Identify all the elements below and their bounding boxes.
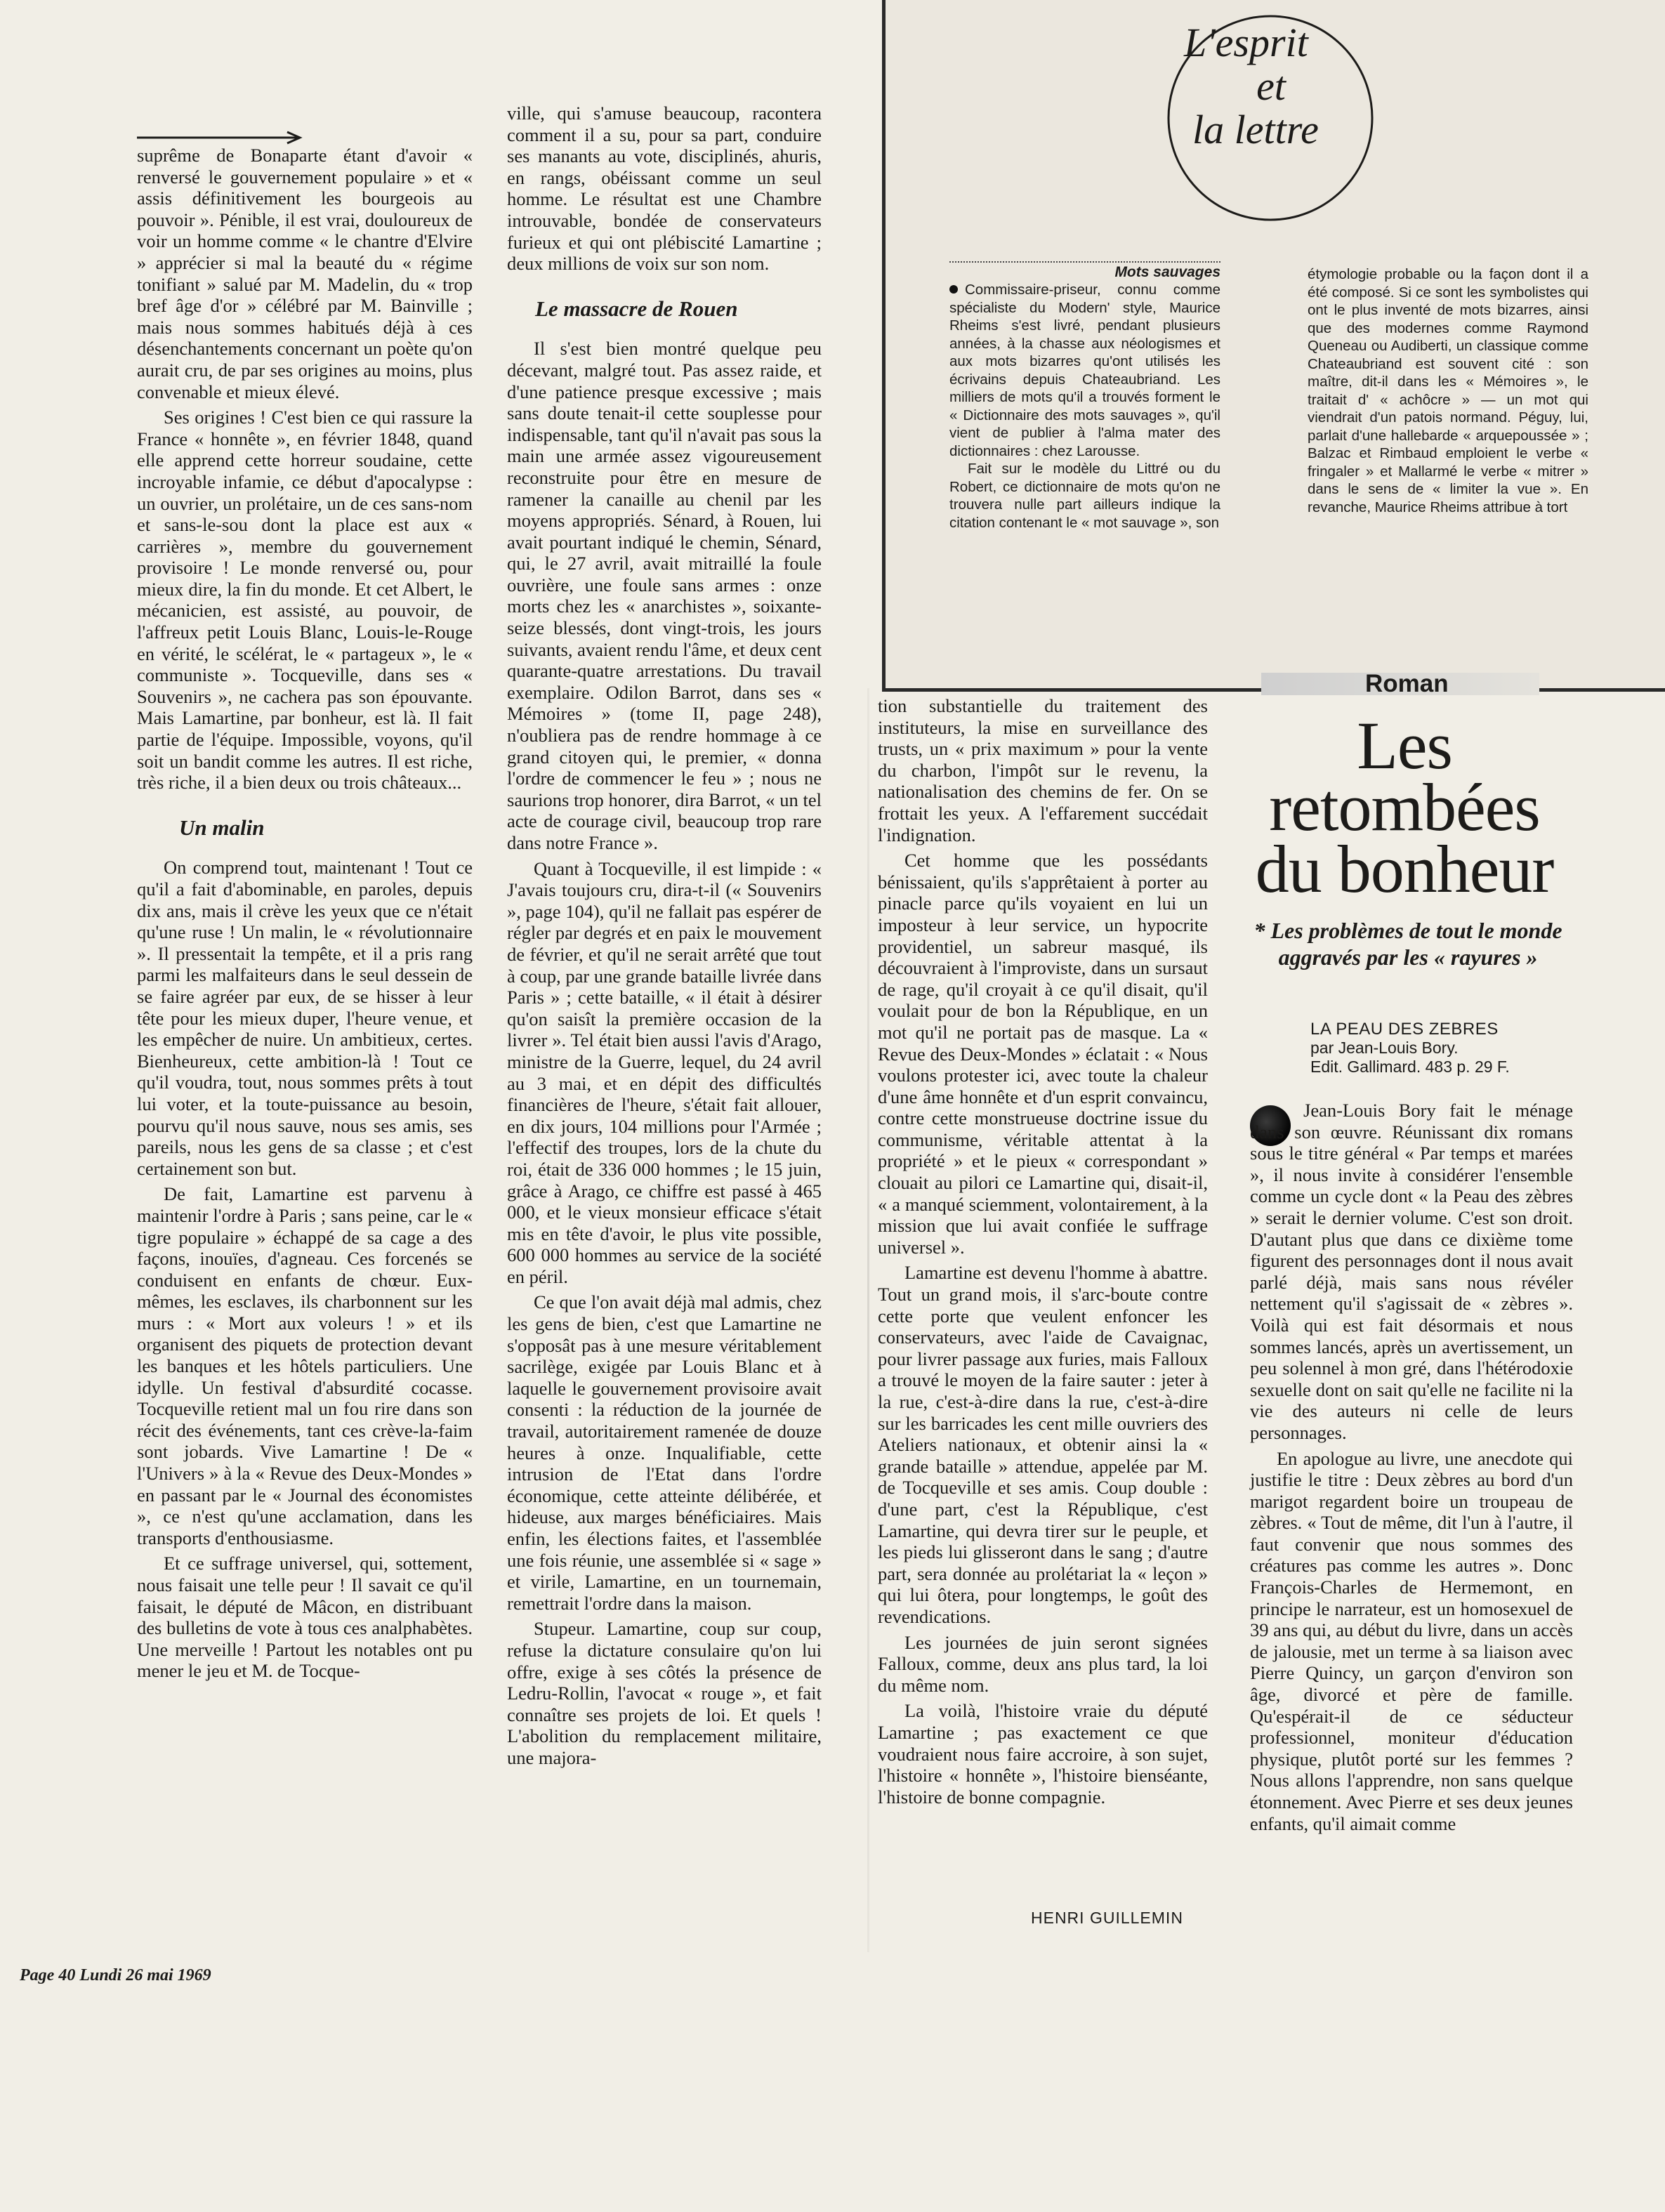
continuation-arrow-icon	[137, 131, 305, 145]
paragraph: Ce que l'on avait déjà mal admis, chez les gens de bien, c'est que Lamartine ne s'opposât pas à une mesure véritablement sacrilège, exigée par Louis Blanc et à laquelle le gouvernement provisoire avait consenti : la réduction de la journée de travail, autoritairement ramenée de douze heures à onze. Inqualifiable, cette intrusion de l'Etat dans l'ordre économique, cette atteinte délibérée, et hideuse, aux marges bénéficiaires. Mais enfin, les élections faites, et l'assemblée une fois réunie, une assemblée si « sage » et virile, Lamartine, en un tournemain, remettrait l'ordre dans la maison.	[507, 1291, 822, 1614]
book-info	[1310, 1020, 1521, 1077]
paragraph: Stupeur. Lamartine, coup sur coup, refuse la dictature consulaire qu'on lui offre, exige à ses côtés la présence de Ledru-Rollin, l'avocat « rouge », et fait connaître ses projets de loi. Et quels ! L'abolition du remplacement militaire, une majora-	[507, 1618, 822, 1768]
rubric-title-line: et	[1256, 63, 1286, 109]
article-column-2	[507, 103, 822, 1769]
article-subhead: * Les problèmes de tout le monde aggravés par les « rayures »	[1253, 918, 1562, 970]
bullet-icon	[949, 285, 958, 294]
paragraph: Lamartine est devenu l'homme à abattre. Tout un grand mois, il s'arc-boute contre cette porte que veulent enfoncer les conservateurs, avec l'aide de Cavaignac, pour livrer passage aux furies, mais Falloux a trouvé le moyen de la faire sauter : jeter à la rue, c'est-à-dire dans la rue, c'est-à-dire sur les barricades les cent mille ouvriers des Ateliers nationaux, et obtenir ainsi la « grande bataille » attendue, appelée par M. de Tocqueville et ses amis. Coup double : d'une part, c'est la République, c'est Lamartine, qui devra tirer sur le peuple, et les pieds lui glisseront dans le sang ; d'autre part, sera donnée au prolétariat la « leçon » qui lui ôtera, pour longtemps, le goût des revendications.	[878, 1262, 1208, 1627]
mots-column-2	[1308, 265, 1588, 516]
article-column-3	[878, 695, 1208, 1808]
paragraph: tion substantielle du traitement des instituteurs, la mise en surveillance des trusts, un « prix maximum » pour la vente du charbon, l'impôt sur le revenu, la nationalisation des chemins de fer. On se frottait les yeux. A l'effarement succédait l'indignation.	[878, 695, 1208, 845]
paragraph: Quant à Tocqueville, il est limpide : « J'avais toujours cru, dira-t-il (« Souvenirs », page 104), qu'il ne fallait pas espérer de régler par degrés et en paix le mouvement de février, et qu'il ne serait arrêté que tout à coup, par une grande bataille livrée dans Paris » ; cette bataille, « il était à désirer qu'on saisît la première occasion de la livrer ». Tel était bien aussi l'avis d'Arago, ministre de la Guerre, lequel, du 24 avril au 3 mai, et en dépit des difficultés financières de l'heure, s'était fait allouer, en dix jours, 104 millions pour l'Armée ; l'effectif des troupes, lors de la chute du roi, était de 336 000 hommes ; le 15 juin, grâce à Arago, ce chiffre est passé à 465 000, et le vieux monsieur efficace s'était mis en tête d'avoir, le plus vite possible, 600 000 hommes au service de la société en péril.	[507, 857, 822, 1287]
paragraph: Cet homme que les possédants bénissaient, qu'ils s'apprêtaient à porter au pinacle parce qu'ils voyaient en lui un imposteur à leur service, un hypocrite providentiel, un sabreur masqué, ils découvraient à l'improviste, dans un sursaut de rage, qu'il croyait à ce qu'il disait, qu'il voulait pour de bon la République, en un mot qu'il ne portait pas de masque. La « Revue des Deux-Mondes » éclatait : « Nous voulons protester ici, avec toute la chaleur d'une âme honnête et d'un esprit convaincu, contre cette monstrueuse doctrine issue du communisme, véritable attentat à la propriété » et le pieux « correspondant » clouait au pilori ce Lamartine qui, disait-il, « a manqué sciemment, volontairement, à la mission que lui avait confiée le suffrage universel ».	[878, 850, 1208, 1258]
article-headline: Les retombées du bonheur	[1255, 708, 1554, 907]
book-title: LA PEAU DES ZEBRES	[1310, 1020, 1499, 1039]
fold-crease	[867, 688, 869, 1952]
author-signature: HENRI GUILLEMIN	[1031, 1909, 1183, 1927]
section-heading: Un malin	[179, 815, 265, 840]
paragraph: En apologue au livre, une anecdote qui justifie le titre : Deux zèbres au bord d'un marigot regardent boire un troupeau de zèbres. « Tout de même, dit l'un à l'autre, il faut convenir que nous sommes des créatures pas comme les autres ». Donc François-Charles de Hermemont, en principe le narrateur, est un homosexuel de 39 ans qui, au début du livre, dans un accès de jalousie, met un terme à sa liaison avec Pierre Quincy, un garçon d'environ son âge, divorcé et père de famille. Qu'espérait-il de ce séducteur professionnel, moniteur d'éducation physique, plutôt porté sur les femmes ? Nous allons l'apprendre, non sans quelque étonnement. Avec Pierre et ses deux jeunes enfants, qu'il aimait comme	[1250, 1447, 1573, 1834]
paragraph: suprême de Bonaparte étant d'avoir « renversé le gouvernement populaire » et « assis définitivement les bourgeois au pouvoir ». Pénible, il est vrai, douloureux de voir un homme comme « le chantre d'Elvire » apprécier si mal la beauté du « régime tonifiant » salué par M. Madelin, du « trop bref âge d'or » célébré par M. Bainville ; mais nous sommes habitués déjà à ces désenchantements concernant un poète qu'on aurait cru, de par ses origines au moins, plus convenable et mieux élevé.	[137, 145, 473, 402]
paragraph: De fait, Lamartine est parvenu à maintenir l'ordre à Paris ; sans peine, car le « tigre populaire » échappé de sa cage a des façons, inouïes, d'agneau. Ces forcenés se conduisent en enfants de chœur. Eux-mêmes, les esclaves, ils charbonnent sur les murs : « Mort aux voleurs ! » et ils organisent des piquets de protection devant les banques et les hôtels particuliers. Une idylle. Un festival d'absurdité cocasse. Tocqueville retient mal un fou rire dans son récit des événements, tant ces crève-la-faim sont jobards. Vive Lamartine ! De « l'Univers » à la « Revue des Deux-Mondes » en passant par le « Journal des économistes », ce n'est qu'une acclamation, dans les transports d'enthousiasme.	[137, 1183, 473, 1548]
paragraph: Jean-Louis Bory fait le ménage dans son œuvre. Réunissant dix romans sous le titre général « Par temps et marées », il nous invite à considérer l'ensemble comme un cycle dont « la Peau des zèbres » serait le dernier volume. C'est son droit. D'autant plus que dans ce dixième tome figurent des personnages dont il nous avait parlé déjà, mais sans nous révéler nettement qu'il s'agissait de « zèbres ». Voilà qui est fait désormais et nous sommes lancés, après un avertissement, un peu solennel à mon gré, dans l'hétérodoxie sexuelle dont on sait qu'elle ne facilite ni la vie des auteurs ni celle de leurs personnages.	[1250, 1100, 1573, 1443]
paragraph: ville, qui s'amuse beaucoup, racontera comment il a su, pour sa part, conduire ses manants au vote, disciplinés, ahuris, en rangs, obéissant comme un seul homme. Le résultat est une Chambre introuvable, bondée de conservateurs furieux et qui ont plébiscité Lamartine ; deux millions de voix sur son nom.	[507, 103, 822, 275]
paragraph: Il s'est bien montré quelque peu décevant, malgré tout. Pas assez raide, et d'une patience presque excessive ; mais sans doute tenait-il cette souplesse pour indispensable, tant qu'il n'avait pas sous la main une armée assez vigoureusement reconstruite pour être en mesure de ramener la canaille au chenil par les moyens appropriés. Sénard, à Rouen, lui avait pourtant indiqué le chemin, Sénard, qui, le 27 avril, avait mitraillé la foule ouvrière, une foule sans armes : onze morts chez les « anarchistes », soixante-seize blessés, dont vingt-trois, les jours suivants, avaient rendu l'âme, et deux cent quarante-quatre arrestations. Du travail exemplaire. Odilon Barrot, dans ses « Mémoires » (tome II, page 248), n'oubliera pas de rendre hommage à ce grand citoyen qui, le premier, « donna l'ordre de commencer le feu » ; nous ne saurions trop honorer, dira Barrot, « un tel acte de courage civil, beaucoup trop rare dans notre France ».	[507, 338, 822, 853]
article-column-1	[137, 145, 473, 1682]
paragraph: Les journées de juin seront signées Falloux, comme, deux ans plus tard, la loi du même nom.	[878, 1631, 1208, 1696]
section-label-text: Roman	[1365, 670, 1449, 697]
paragraph: Et ce suffrage universel, qui, sottement, nous faisait une telle peur ! Il savait ce qu'il faisait, le député de Mâcon, en distribuant des bulletins de vote à tous ces analphabètes. Une merveille ! Partout les notables ont pu mener le jeu et M. de Tocque-	[137, 1553, 473, 1682]
paragraph-text: Commissaire-priseur, connu comme spécialiste du Modern' style, Maurice Rheims s'est livré, pendant plusieurs années, à la chasse aux néologismes et aux mots bizarres qu'ont utilisés les écrivains depuis Chateaubriand. Les milliers de mots qu'il a trouvés forment le « Dictionnaire des mots sauvages », qu'il vient de publier à l'alma mater des dictionnaires : chez Larousse.	[949, 282, 1220, 459]
paragraph: On comprend tout, maintenant ! Tout ce qu'il a fait d'abominable, en paroles, depuis dix ans, mais il crève les yeux que ce n'était qu'une ruse ! Un malin, le « révolutionnaire ». Il pressentait la tempête, et il a pris rang parmi les malfaiteurs dans le seul dessein de se faire agréer par eux, de se hisser à leur tête pour les mieux duper, l'heure venue, et les empêcher de nuire. Un ambitieux, certes. Bienheureux, cette ambition-là ! Tout ce qu'il voudra, tout, nous sommes prêts à tout lui voter, et la toute-puissance au besoin, pourvu qu'il nous sauve, nous ses amis, ses pareils, nous les gens de sa classe ; et c'est certainement son but.	[137, 857, 473, 1179]
mots-column-1	[949, 281, 1220, 532]
book-publisher: Edit. Gallimard. 483 p. 29 F.	[1310, 1058, 1510, 1076]
rubric-title	[1180, 21, 1362, 152]
paragraph	[949, 281, 1220, 460]
rubric-title-line: la lettre	[1192, 107, 1319, 152]
section-heading: Le massacre de Rouen	[535, 296, 738, 321]
book-author: par Jean-Louis Bory.	[1310, 1039, 1459, 1057]
page-folio: Page 40 Lundi 26 mai 1969	[20, 1966, 211, 1984]
mots-sauvages-heading: Mots sauvages	[949, 261, 1220, 281]
review-column	[1250, 1100, 1573, 1834]
paragraph: Ses origines ! C'est bien ce qui rassure la France « honnête », en février 1848, quand elle apprend cette horreur soudaine, cette incroyable infamie, ce début d'apocalypse : un ouvrier, un prolétaire, un de ces sans-nom et sans-le-sou dont la place est aux « carrières », membre du gouvernement provisoire ! Le monde renversé ou, pour mieux dire, la fin du monde. Et cet Albert, le mécanicien, est assisté, au pouvoir, de l'affreux petit Louis Blanc, Louis-le-Rouge en vérité, le scélérat, le « partageux », le « communiste ». Tocqueville, dans ses « Souvenirs », ne cachera pas son épouvante. Mais Lamartine, par bonheur, est là. Il fait partie de l'équipe. Impossible, voyons, qu'il soit un bandit comme les autres. Il est riche, très riche, il a bien deux ou trois châteaux...	[137, 407, 473, 794]
paragraph: étymologie probable ou la façon dont il a été composé. Si ce sont les symbolistes qui ont le plus inventé de mots bizarres, ainsi que des modernes comme Raymond Queneau ou Audiberti, un classique comme Chateaubriand est souvent cité : son maître, dit-il dans les « Mémoires », le traitait d' « achôcre » — un mot qui viendrait d'un patois normand. Péguy, lui, parlait d'une hallebarde « arquepoussée » ; Balzac et Rimbaud emploient le verbe « fringaler » et Mallarmé le verbe « mitrer » dans le sens de « limiter la vue ». En revanche, Maurice Rheims attribue à tort	[1308, 266, 1588, 515]
paragraph: La voilà, l'histoire vraie du député Lamartine ; pas exactement ce que voudraient nous faire accroire, à son sujet, l'histoire « honnête », l'histoire bienséante, l'histoire de bonne compagnie.	[878, 1700, 1208, 1808]
rubric-title-line: L'esprit	[1184, 20, 1308, 65]
section-label	[1261, 670, 1539, 697]
paragraph: Fait sur le modèle du Littré ou du Robert, ce dictionnaire de mots qu'on ne trouvera nulle part ailleurs indique la citation contenant le « mot sauvage », son	[949, 461, 1220, 531]
